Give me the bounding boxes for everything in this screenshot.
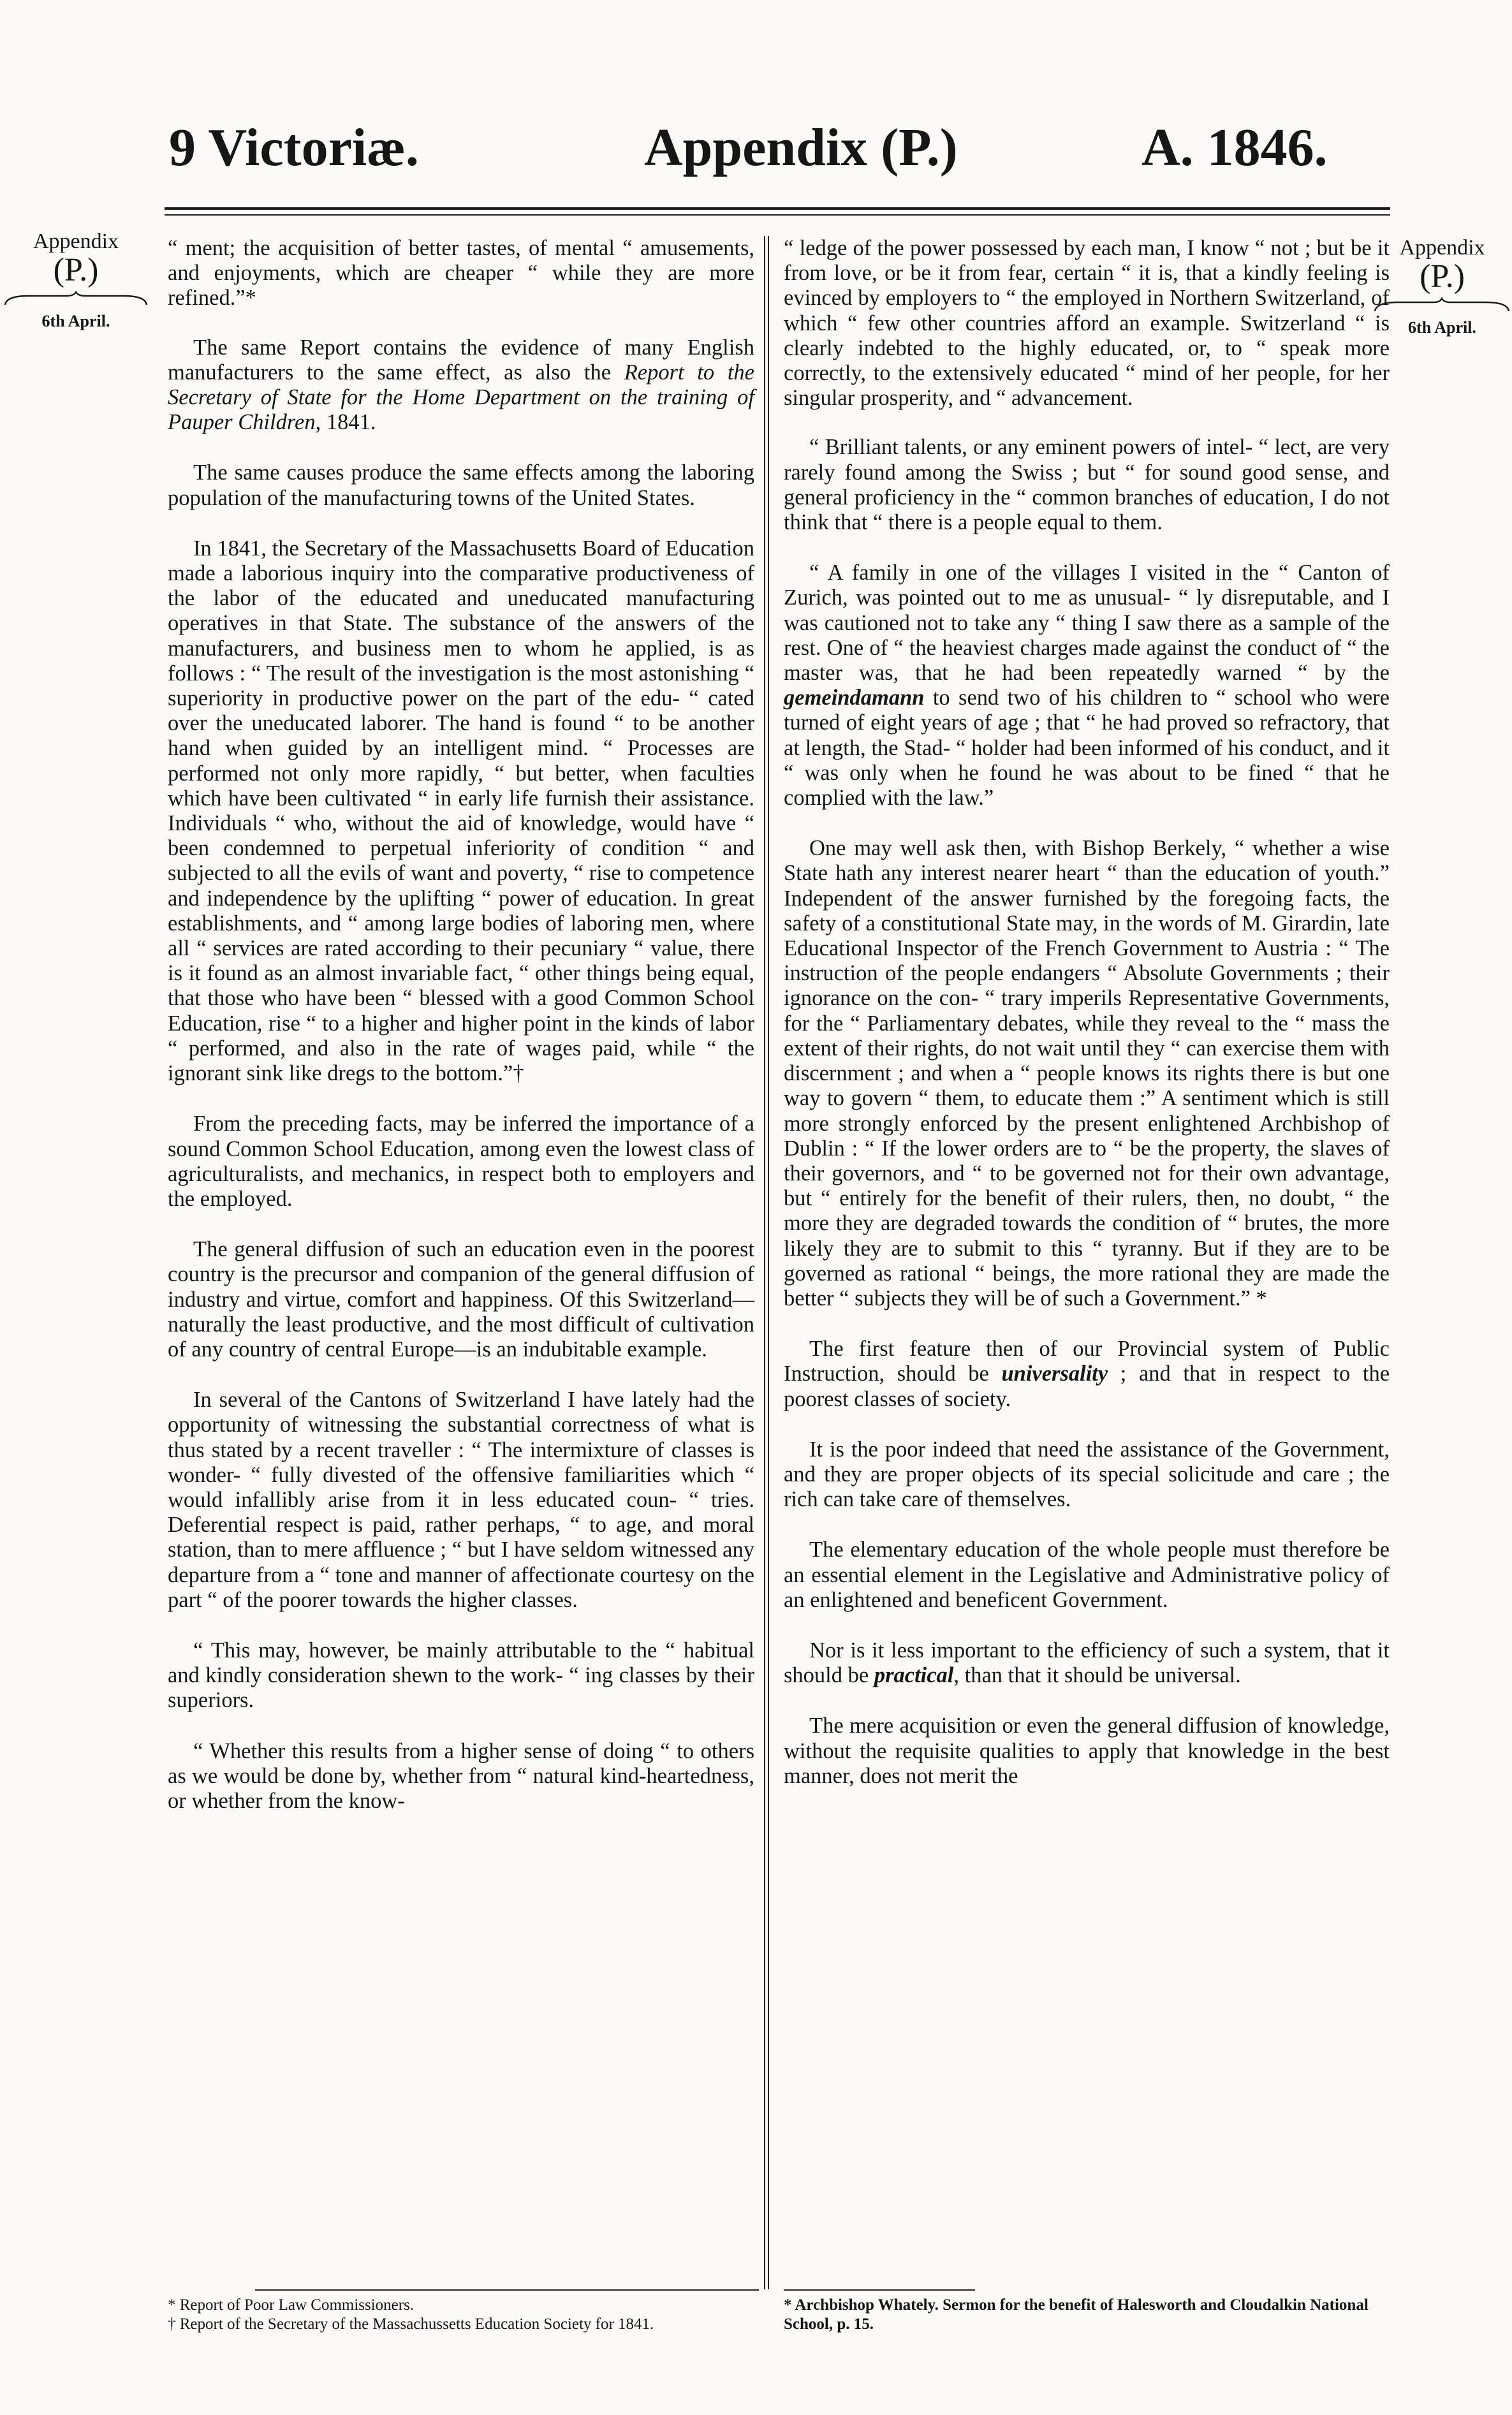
text-run: ; and that in respect to the poorest classes of society.	[784, 1362, 1390, 1411]
paragraph: “ Whether this results from a higher sense of doing “ to others as we would be done by, whether from “ natural kind-heartedness, or whether from the know-	[168, 1738, 754, 1813]
paragraph: The mere acquisition or even the general diffusion of knowledge, without the requisite qualities to apply that knowledge in the best manner, does not merit the	[784, 1714, 1390, 1788]
italic-term: gemeindamann	[784, 686, 925, 710]
paragraph: “ This may, however, be mainly attributable to the “ habitual and kindly consideration shewn to the work- “ ing classes by their superiors.	[168, 1638, 754, 1713]
footnote: † Report of the Secretary of the Massachussetts Education Society for 1841.	[168, 2316, 654, 2333]
brace-icon	[1372, 297, 1512, 312]
paragraph: One may well ask then, with Bishop Berkely, “ whether a wise State hath any interest nearer heart “ than the education of youth.” Independent of the answer furnished by the foregoing facts, the safety of a constitutional State may, in the words of M. Girardin, late Educational Inspector of the French Government to Austria : “ The instruction of the people endangers “ Absolute Governments ; their ignorance on the con- “ trary imperils Representative Governments, for the “ Parliamentary debates, while they reveal to the “ mass the extent of their rights, do not wait until they “ can exercise them with discernment ; and when a “ people knows its rights there is but one way to govern “ them, to educate them :” A sentiment which is still more strongly enforced by the present enlightened Archbishop of Dublin : “ If the lower orders are to “ be the property, the slaves of their governors, and “ to be governed not for their own advantage, but “ entirely for the benefit of their rulers, then, no doubt, “ the more they are degraded towards the condition of “ brutes, the more likely they are to submit to this “ tyranny. But if they are to be governed as rational “ beings, the more rational they are made the better “ subjects they will be of such a Government.” *	[784, 836, 1390, 1310]
header-rule-thick	[165, 207, 1390, 210]
paragraph: It is the poor indeed that need the assistance of the Government, and they are proper objects of its special solicitude and care ; the rich can take care of themselves.	[784, 1437, 1390, 1512]
footnotes-right	[784, 2296, 1390, 2334]
paragraph: “ Brilliant talents, or any eminent powers of intel- “ lect, are very rarely found among the Swiss ; but “ for sound good sense, and general proficiency in the “ common branches of education, I do not think that “ there is a people equal to them.	[784, 435, 1390, 535]
italic-term: practical	[874, 1663, 954, 1688]
italic-reference: Report to the Secretary of State for the Home Department on the training of Pauper Children	[168, 360, 754, 435]
margin-note-letter: (P.)	[1420, 258, 1465, 295]
text-run: The first feature then of our Provincial system of Public Instruction, should be	[784, 1337, 1390, 1386]
footnote-rule	[255, 2289, 759, 2291]
paragraph: In several of the Cantons of Switzerland I have lately had the opportunity of witnessing the substantial correctness of what is thus stated by a recent traveller : “ The intermixture of classes is wonder- “ fully divested of the offensive familiarities which “ would infallibly arise from it in less educated coun- “ tries. Deferential respect is paid, rather perhaps, “ to age, and moral station, than to mere affluence ; “ but I have seldom witnessed any departure from a “ tone and manner of affectionate courtesy on the part “ of the poorer towards the higher classes.	[168, 1388, 754, 1612]
paragraph	[168, 335, 754, 436]
margin-note-date: 6th April.	[1408, 318, 1476, 337]
right-column	[784, 236, 1390, 1814]
margin-note-left	[3, 230, 149, 331]
text-run: , than that it should be universal.	[953, 1663, 1241, 1688]
paragraph: In 1841, the Secretary of the Massachusetts Board of Education made a laborious inquiry into the comparative productiveness of the labor of the educated and uneducated manufacturing operatives in that State. The substance of the answers of the manufacturers, and business men to whom he applied, is as follows : “ The result of the investigation is the most astonishing “ superiority in productive power on the part of the edu- “ cated over the uneducated laborer. The hand is found “ to be another hand when guided by an intelligent mind. “ Processes are performed not only more rapidly, “ but better, when faculties which have been cultivated “ in early life furnish their assistance. Individuals “ who, without the aid of knowledge, would have “ been condemned to perpetual inferiority of condition “ and subjected to all the evils of want and poverty, “ rise to competence and independence by the uplifting “ power of education. In great establishments, and “ among large bodies of laboring men, where all “ services are rated according to their pecuniary “ value, there is it found as an almost invariable fact, “ other things being equal, that those who have been “ blessed with a good Common School Education, rise “ to a higher and higher point in the kinds of labor “ performed, and also in the rate of wages paid, while “ the ignorant sink like dregs to the bottom.”†	[168, 536, 754, 1086]
text-run: , 1841.	[315, 410, 376, 435]
text-run: “ A family in one of the villages I visited in the “ Canton of Zurich, was pointed out to me as unusual- “ ly disreputable, and I was cautioned not to take any “ thing I saw there as a sample of the rest. One of “ the heaviest charges made against the conduct of “ the master was, that he had been repeatedly warned “ by the	[784, 561, 1390, 686]
margin-note-letter: (P.)	[53, 252, 99, 289]
text-run: Nor is it less important to the efficiency of such a system, that it should be	[784, 1638, 1390, 1688]
paragraph: “ ment; the acquisition of better tastes, of mental “ amusements, and enjoyments, which are cheaper “ while they are more refined.”*	[168, 236, 754, 311]
paragraph: The same causes produce the same effects among the laboring population of the manufacturing towns of the United States.	[168, 460, 754, 510]
paragraph: “ ledge of the power possessed by each man, I know “ not ; but be it from love, or be it from fear, certain “ it is, that a kindly feeling is evinced by employers to “ the employed in Northern Switzerland, of which “ few other countries afford an example. Switzerland “ is clearly indebted to the highly educated, or, to “ speak more correctly, to the extensively educated “ mind of her people, for her singular prosperity, and “ advancement.	[784, 236, 1390, 411]
column-divider	[764, 236, 769, 2289]
paragraph	[784, 1337, 1390, 1412]
text-run: The same Report contains the evidence of many English manufacturers to the same effect, as also the	[168, 335, 754, 385]
running-head-right: A. 1846.	[1141, 118, 1328, 177]
margin-note-date: 6th April.	[41, 311, 110, 330]
margin-note-right	[1372, 236, 1512, 337]
footnote-rule	[784, 2289, 975, 2291]
brace-icon	[3, 291, 149, 306]
italic-term: universality	[1001, 1362, 1108, 1386]
text-run: to send two of his children to “ school who were turned of eight years of age ; that “ he had proved so refractory, that at length, the Stad- “ holder had been informed of his conduct, and it “ was only when he found he was about to be fined “ that he complied with the law.”	[784, 686, 1390, 811]
footnote: * Report of Poor Law Commissioners.	[168, 2296, 415, 2314]
paragraph: The general diffusion of such an education even in the poorest country is the precursor and companion of the general diffusion of industry and virtue, comfort and happiness. Of this Switzerland—naturally the least productive, and the most difficult of cultivation of any country of central Europe—is an indubitable example.	[168, 1237, 754, 1362]
margin-note-title: Appendix	[1399, 236, 1485, 260]
footnote: * Archbishop Whately. Sermon for the benefit of Halesworth and Cloudalkin National School, p. 15.	[784, 2296, 1369, 2333]
paragraph	[784, 561, 1390, 811]
running-head-left: 9 Victoriæ.	[169, 118, 419, 177]
margin-note-title: Appendix	[33, 230, 119, 253]
paragraph: From the preceding facts, may be inferred the importance of a sound Common School Education, among even the lowest class of agriculturalists, and mechanics, in respect both to employers and the employed.	[168, 1112, 754, 1211]
paragraph	[784, 1638, 1390, 1688]
header-rule-thin	[165, 214, 1390, 216]
footnotes-left	[168, 2296, 754, 2334]
paragraph: The elementary education of the whole people must therefore be an essential element in the Legislative and Administrative policy of an enlightened and beneficent Government.	[784, 1538, 1390, 1612]
left-column	[168, 236, 754, 1839]
running-head-center: Appendix (P.)	[644, 118, 958, 177]
